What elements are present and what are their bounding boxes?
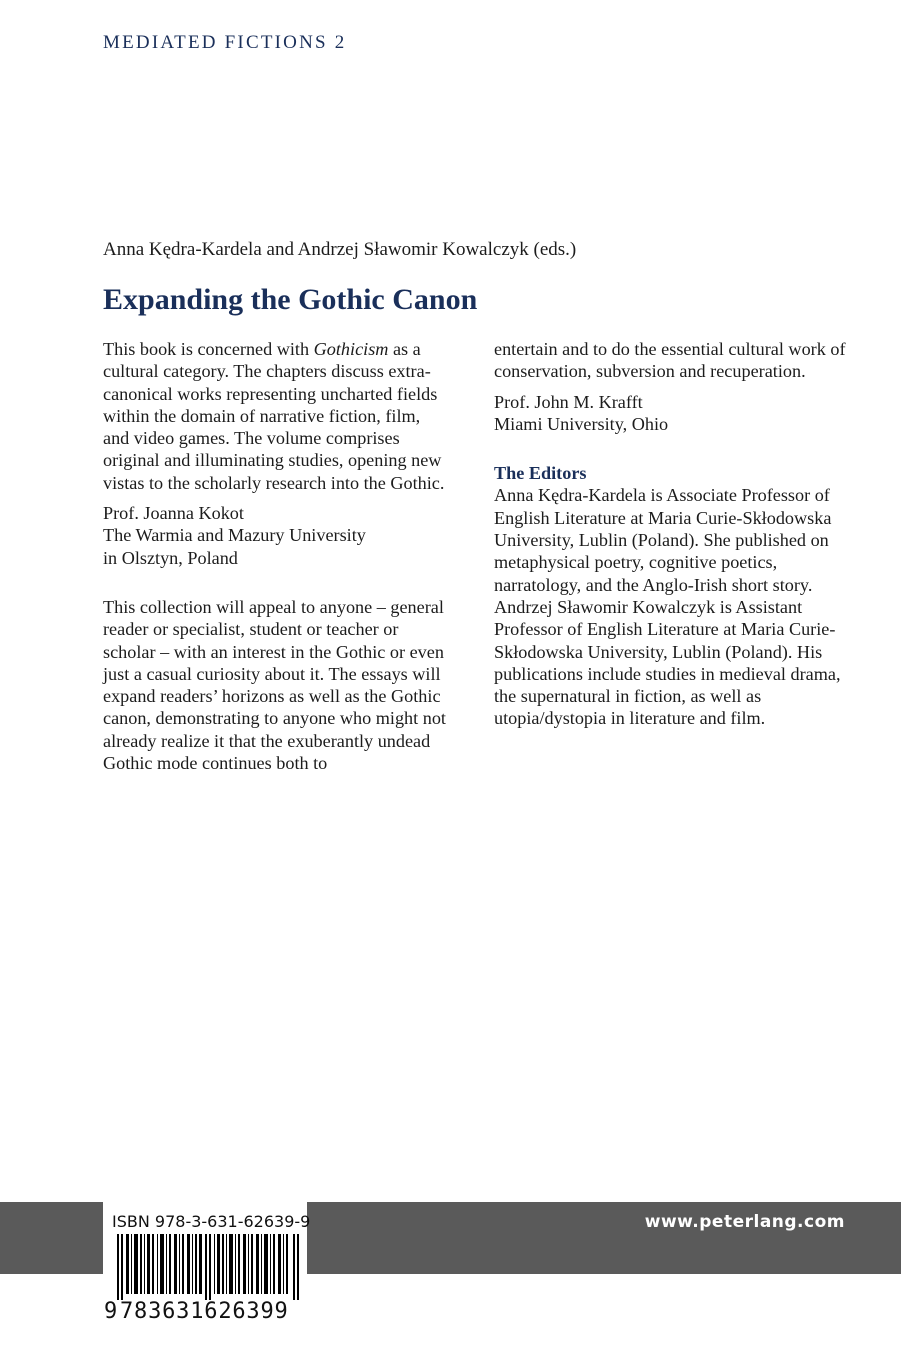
editors-heading: The Editors bbox=[494, 463, 587, 484]
barcode-icon bbox=[117, 1234, 303, 1300]
series-title: MEDIATED FICTIONS 2 bbox=[103, 32, 347, 53]
gothicism-emphasis: Gothicism bbox=[313, 339, 389, 359]
left-column bbox=[103, 338, 448, 774]
reviewer-1-location: in Olsztyn, Poland bbox=[103, 547, 238, 568]
blurb-paragraph-2: This collection will appeal to anyone – general reader or specialist, student or teacher or scholar – with an interest in the Gothic or even just a casual curiosity about it. The essays will expand readers’ horizons as well as the Gothic canon, demonstrating to anyone who might not already realize it that the exuberantly undead Gothic mode continues both to bbox=[103, 596, 446, 774]
barcode-number: 9783631626399 bbox=[104, 1299, 289, 1324]
isbn-label: ISBN 978-3-631-62639-9 bbox=[112, 1212, 311, 1231]
publisher-url[interactable]: www.peterlang.com bbox=[644, 1212, 845, 1232]
editor-1-bio: Anna Kędra-Kardela is Associate Professor of English Literature at Maria Curie-Skłodowska University, Lublin (Poland). She published on metaphysical poetry, cognitive poetics, narratology, and the Anglo-Irish short story. bbox=[494, 485, 832, 595]
blurb-paragraph-2-continued: entertain and to do the essential cultural work of conservation, subversion and recuperation. bbox=[494, 339, 846, 382]
book-title: Expanding the Gothic Canon bbox=[103, 283, 478, 316]
right-column bbox=[494, 338, 850, 730]
editors-line: Anna Kędra-Kardela and Andrzej Sławomir Kowalczyk (eds.) bbox=[103, 239, 577, 260]
blurb-paragraph-1: This book is concerned with Gothicism as a cultural category. The chapters discuss extra-canonical works representing uncharted fields within the domain of narrative fiction, film, and video games. The volume comprises original and illuminating studies, opening new vistas to the scholarly research into the Gothic. bbox=[103, 339, 445, 493]
reviewer-1-affiliation: The Warmia and Mazury University bbox=[103, 525, 366, 546]
reviewer-2-name: Prof. John M. Krafft bbox=[494, 391, 643, 412]
reviewer-1-name: Prof. Joanna Kokot bbox=[103, 503, 244, 524]
editor-2-bio: Andrzej Sławomir Kowalczyk is Assistant Professor of English Literature at Maria Curie-Skłodowska University, Lublin (Poland). His publications include studies in medieval drama, the supernatural in fiction, as well as utopia/dystopia in literature and film. bbox=[494, 596, 841, 729]
reviewer-2-affiliation: Miami University, Ohio bbox=[494, 413, 669, 434]
